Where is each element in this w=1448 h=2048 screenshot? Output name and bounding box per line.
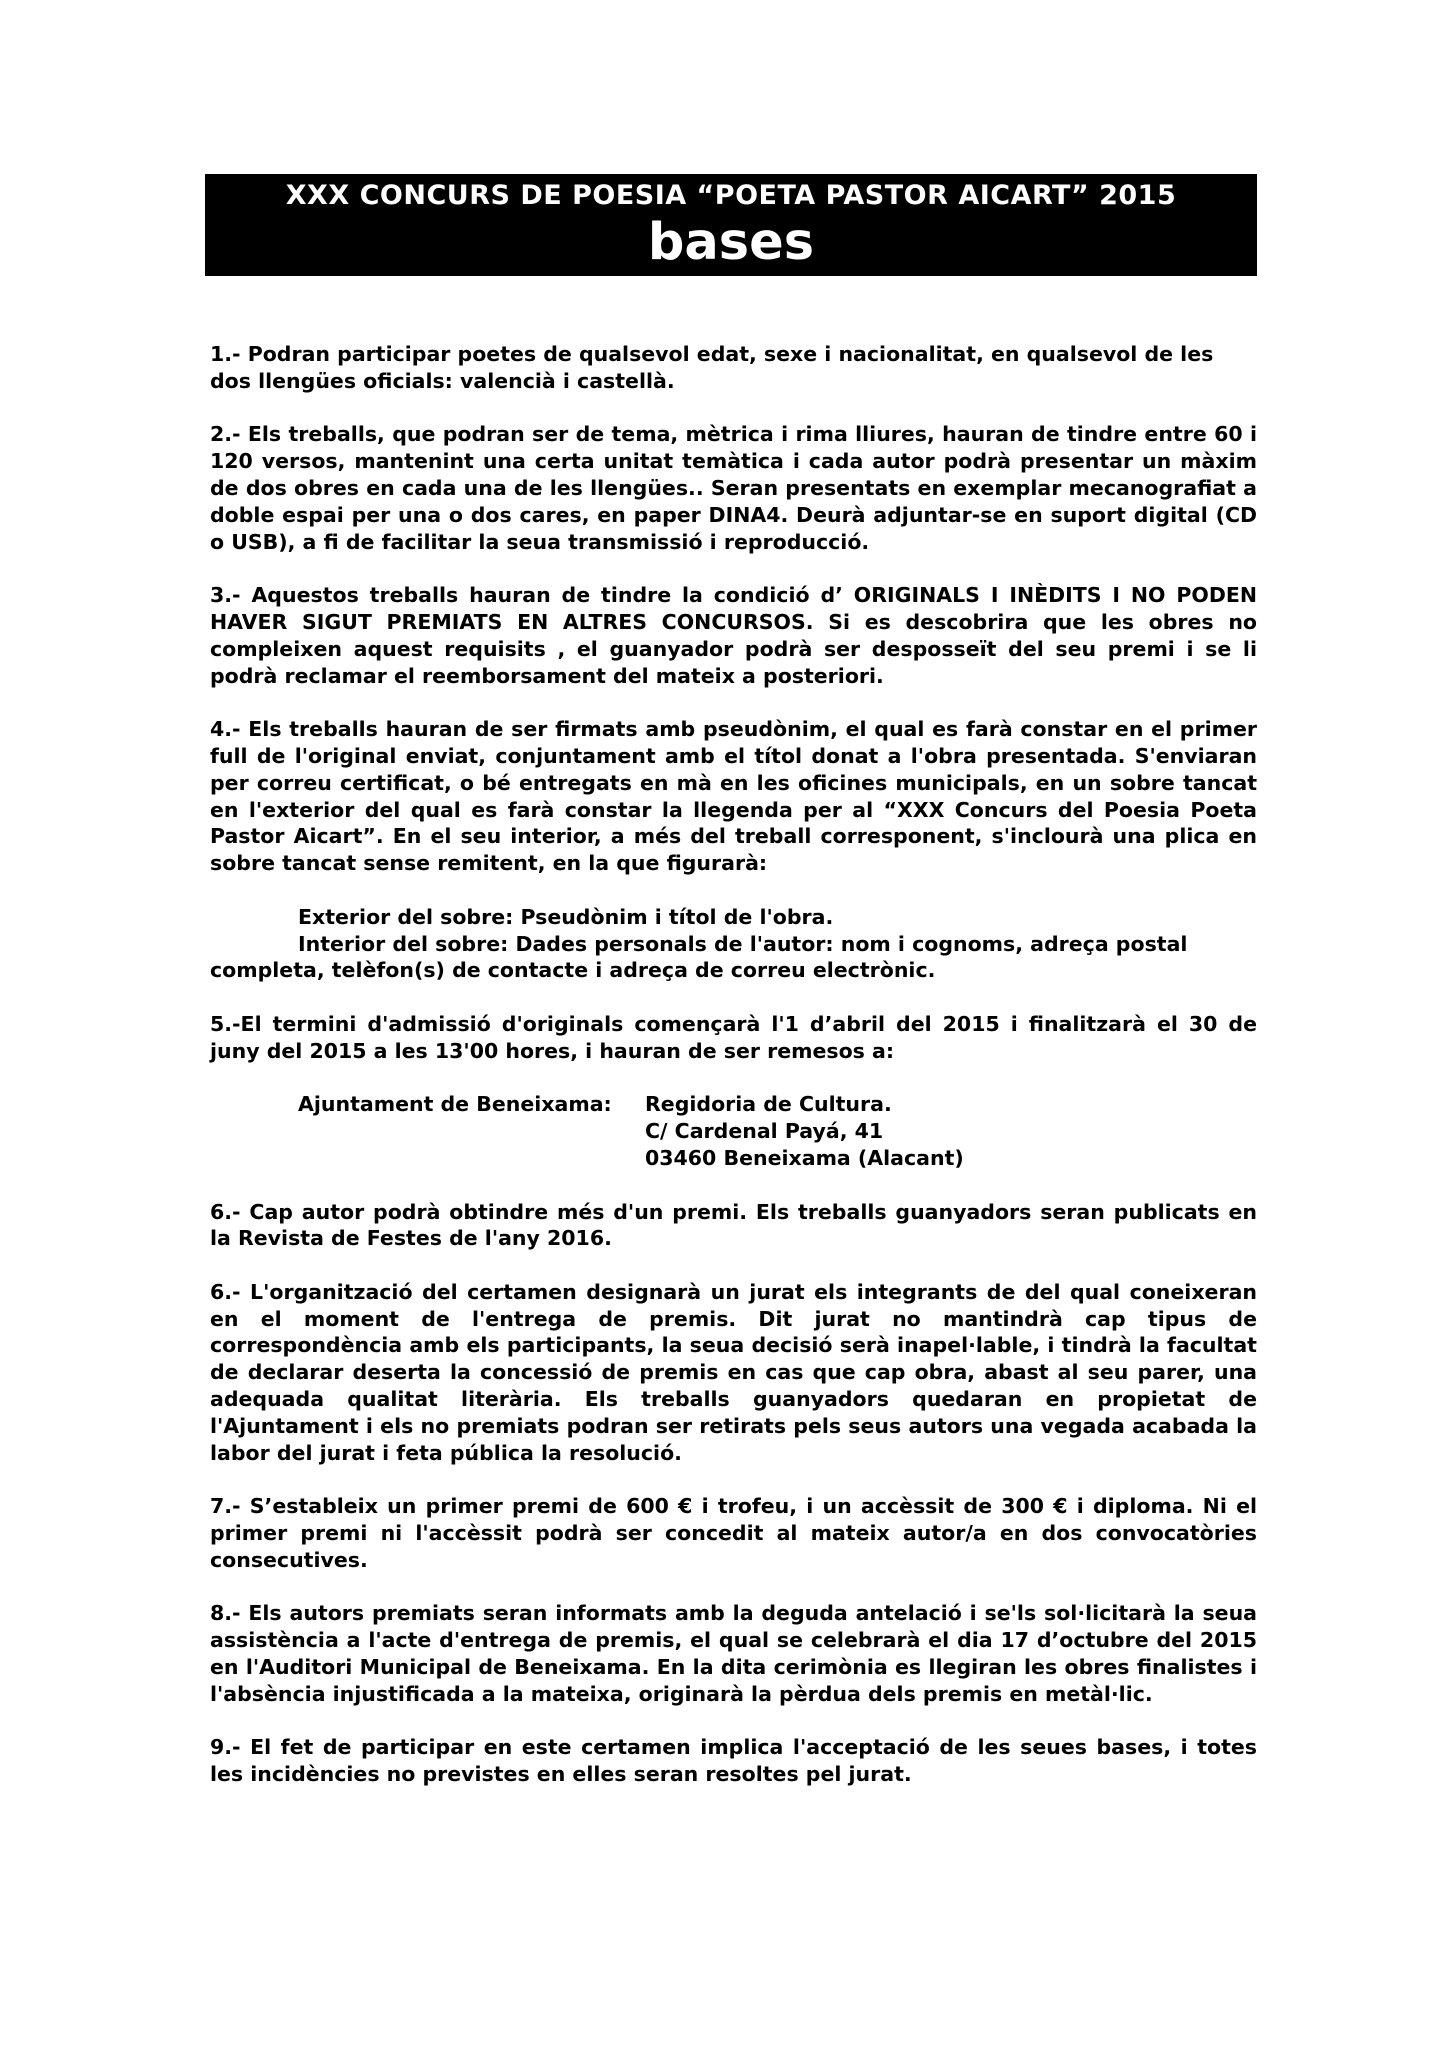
rule-9: 9.- El fet de participar en este certamen implica l'acceptació de les seues bases, i totes les incidències no previstes en elles seran resoltes pel jurat. xyxy=(210,1735,1257,1787)
address-line-1: Regidoria de Cultura. xyxy=(645,1092,892,1117)
rule-4-envelope-interior: Interior del sobre: Dades personals de l'autor: nom i cognoms, adreça postal completa, telèfon(s) de contacte i adreça de correu electrònic. xyxy=(210,931,1188,983)
rule-4-envelope-exterior: Exterior del sobre: Pseudònim i títol de l'obra. xyxy=(298,904,834,929)
rule-7: 7.- S’estableix un primer premi de 600 € i trofeu, i un accèssit de 300 € i diploma. Ni el primer premi ni l'accèssit podrà ser concedit al mateix autor/a en dos convocatòries consecutives. xyxy=(210,1494,1257,1572)
address-organization: Ajuntament de Beneixama: xyxy=(298,1092,612,1117)
header-banner xyxy=(205,174,1257,276)
postal-address xyxy=(210,1091,1257,1171)
rule-6b: 6.- L'organització del certamen designarà un jurat els integrants de del qual coneixeran en el moment de l'entrega de premis. Dit jurat no mantindrà cap tipus de correspondència amb els participants, la seua decisió serà inapel·lable, i tindrà la facultat de declarar deserta la concessió de premis en cas que cap obra, abast al seu parer, una adequada qualitat literària. Els treballs guanyadors quedaran en propietat de l'Ajuntament i els no premiats podran ser retirats pels seus autors una vegada acabada la labor del jurat i feta pública la resolució. xyxy=(210,1279,1257,1465)
rules-body xyxy=(210,341,1257,1815)
rule-3: 3.- Aquestos treballs hauran de tindre la condició d’ ORIGINALS I INÈDITS I NO PODEN HAVER SIGUT PREMIATS EN ALTRES CONCURSOS. Si es descobrira que les obres no compleixen aquest requisits , el guanyador podrà ser desposseït del seu premi i se li podrà reclamar el reemborsament del mateix a posteriori. xyxy=(210,583,1257,688)
bases-heading: bases xyxy=(647,213,815,272)
rule-8: 8.- Els autors premiats seran informats amb la deguda antelació i se'ls sol·licitarà la seua assistència a l'acte d'entrega de premis, el qual se celebrarà el dia 17 d’octubre del 2015 en l'Auditori Municipal de Beneixama. En la dita cerimònia es llegiran les obres finalistes i l'absència injustificada a la mateixa, originarà la pèrdua dels premis en metàl·lic. xyxy=(210,1601,1257,1706)
rule-2: 2.- Els treballs, que podran ser de tema, mètrica i rima lliures, hauran de tindre entre 60 i 120 versos, mantenint una certa unitat temàtica i cada autor podrà presentar un màxim de dos obres en cada una de les llengües.. Seran presentats en exemplar mecanografiat a doble espai per una o dos cares, en paper DINA4. Deurà adjuntar-se en suport digital (CD o USB), a fi de facilitar la seua transmissió i reproducció. xyxy=(210,422,1257,554)
rule-1: 1.- Podran participar poetes de qualsevol edat, sexe i nacionalitat, en qualsevol de les dos llengües oficials: valencià i castellà. xyxy=(210,342,1214,393)
address-line-2: C/ Cardenal Payá, 41 xyxy=(645,1119,884,1144)
contest-title: XXX CONCURS DE POESIA “POETA PASTOR AICART” 2015 xyxy=(285,180,1177,211)
rule-6a: 6.- Cap autor podrà obtindre més d'un premi. Els treballs guanyadors seran publicats en la Revista de Festes de l'any 2016. xyxy=(210,1199,1257,1251)
address-line-3: 03460 Beneixama (Alacant) xyxy=(645,1145,964,1170)
rule-5: 5.-El termini d'admissió d'originals començarà l'1 d’abril del 2015 i finalitzarà el 30 de juny del 2015 a les 13'00 hores, i hauran de ser remesos a: xyxy=(210,1011,1257,1063)
rule-4: 4.- Els treballs hauran de ser firmats amb pseudònim, el qual es farà constar en el primer full de l'original enviat, conjuntament amb el títol donat a l'obra presentada. S'enviaran per correu certificat, o bé entregats en mà en les oficines municipals, en un sobre tancat en l'exterior del qual es farà constar la llegenda per al “XXX Concurs del Poesia Poeta Pastor Aicart”. En el seu interior, a més del treball corresponent, s'inclourà una plica en sobre tancat sense remitent, en la que figurarà: xyxy=(210,717,1257,876)
